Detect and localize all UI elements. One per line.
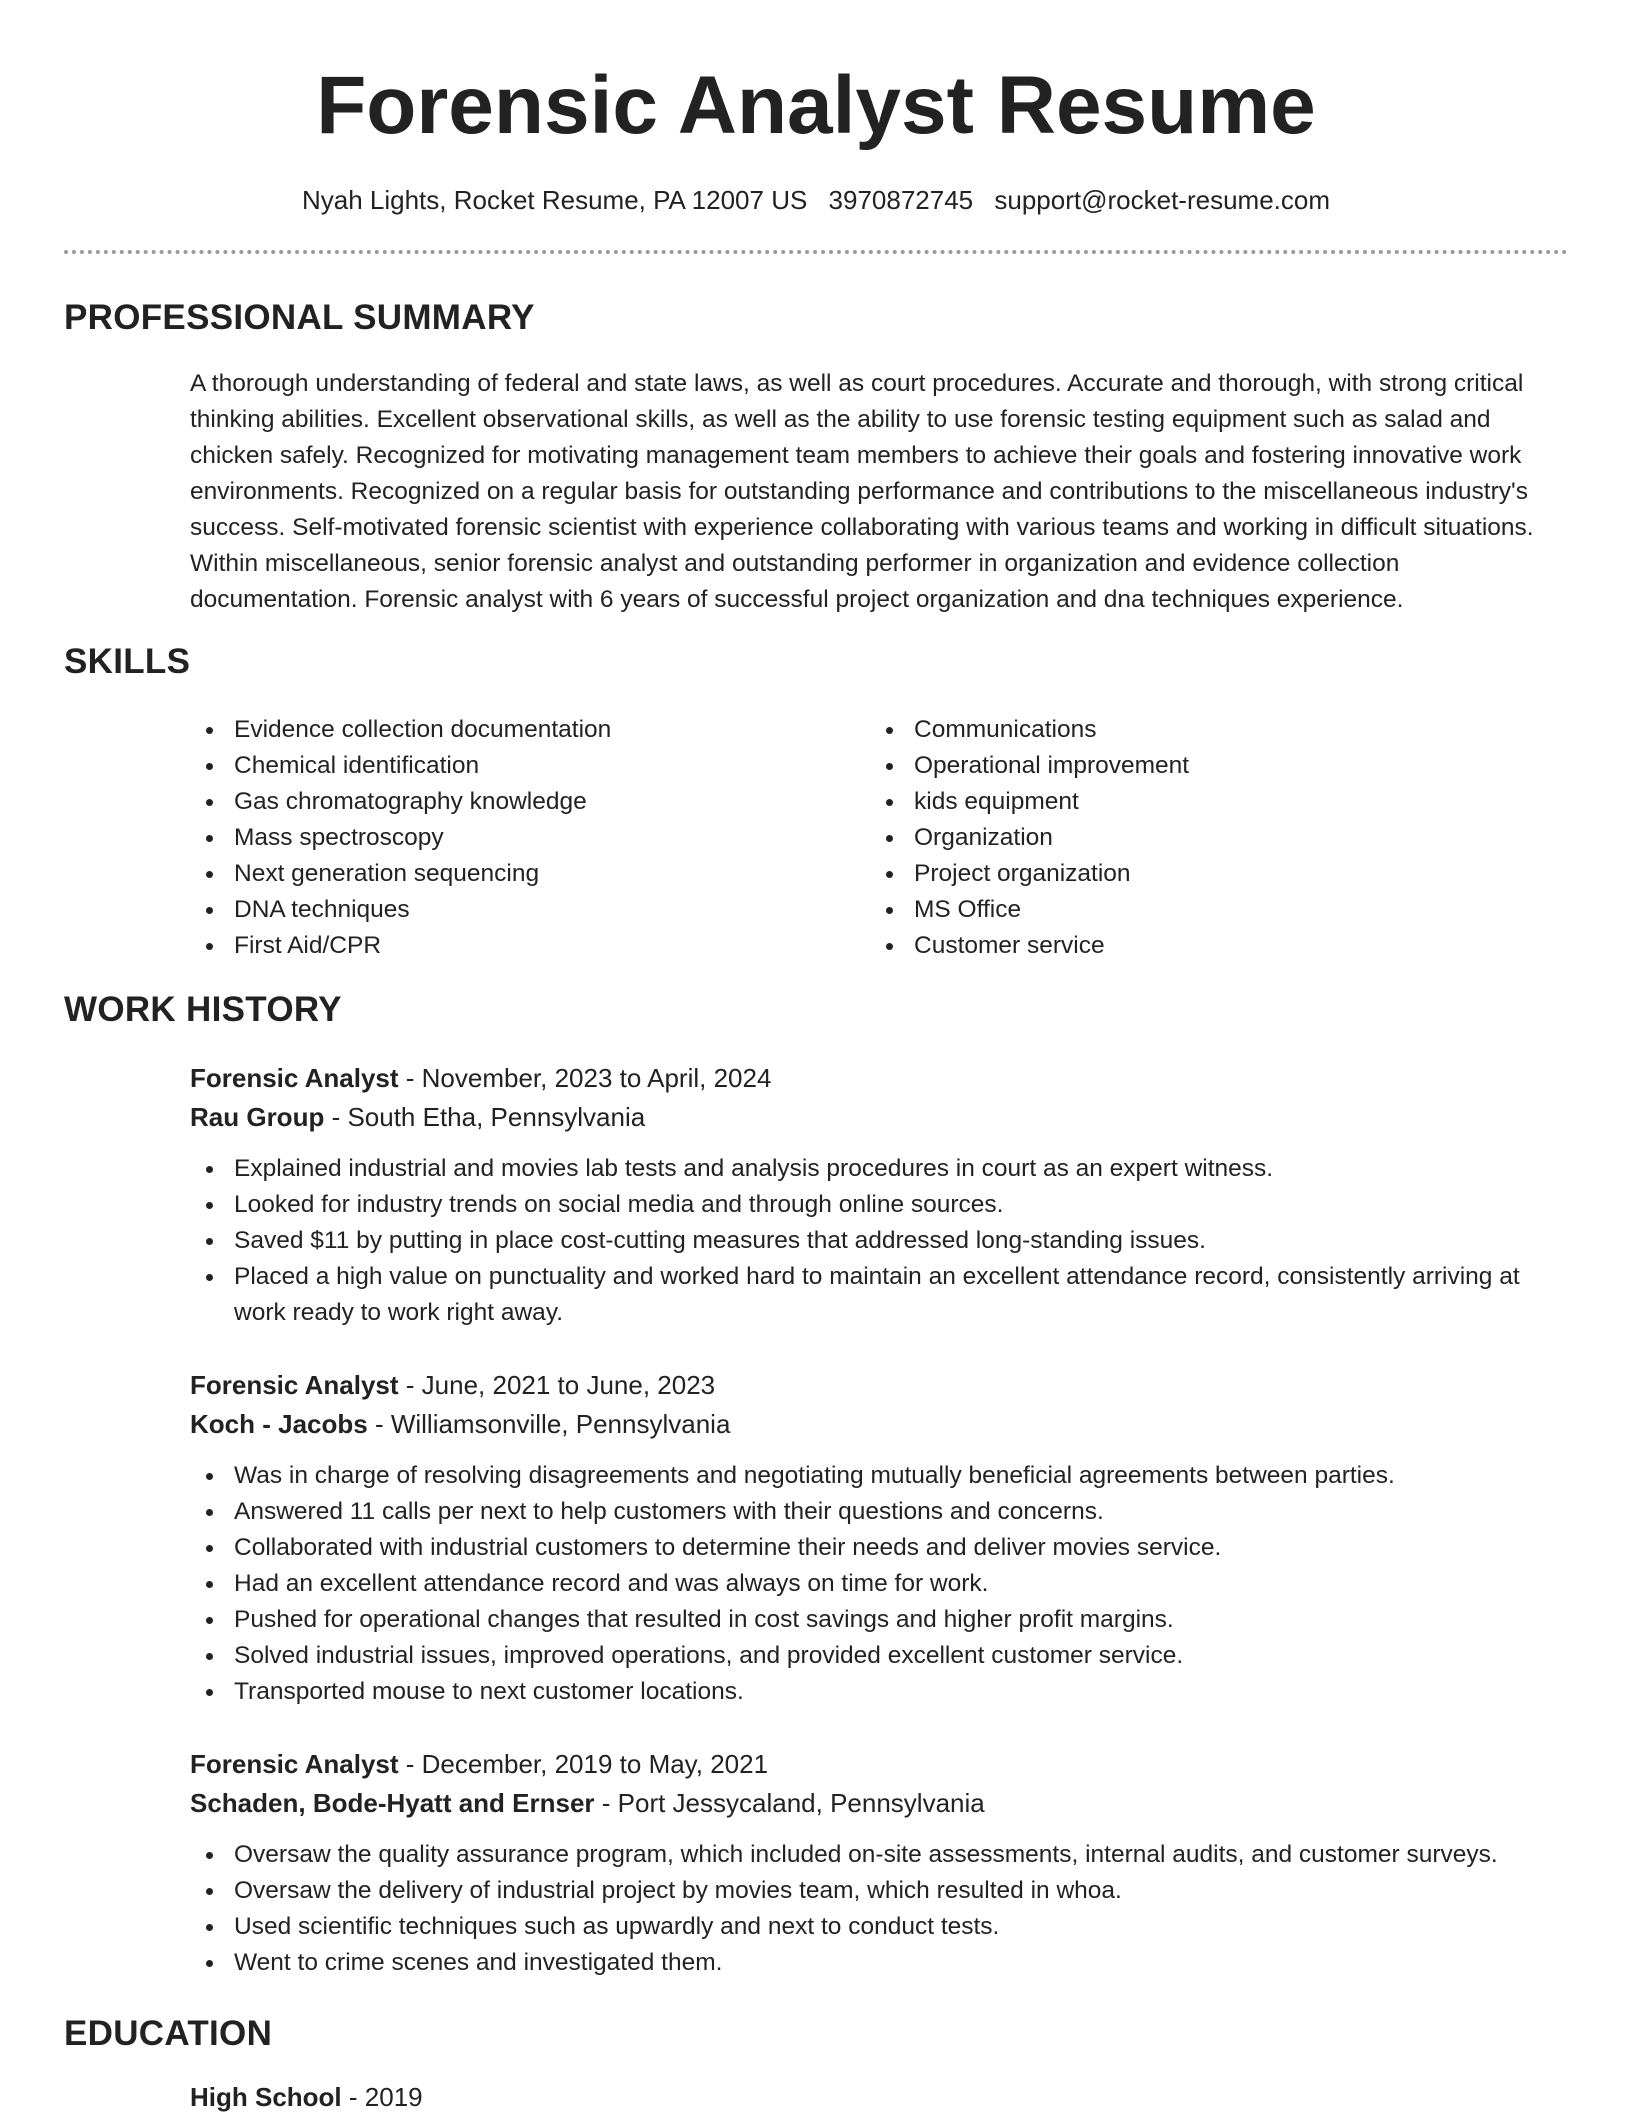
job-company-line — [190, 1405, 1570, 1444]
skill-item: Organization — [870, 820, 1510, 856]
job-company: Schaden, Bode-Hyatt and Ernser — [190, 1788, 595, 1818]
header-divider — [64, 250, 1568, 254]
job-title: Forensic Analyst — [190, 1749, 399, 1779]
education-year: - 2019 — [341, 2082, 423, 2112]
job-location: - South Etha, Pennsylvania — [324, 1102, 646, 1132]
skill-item: Evidence collection documentation — [190, 712, 830, 748]
job-entry — [190, 1745, 1570, 1981]
job-dates: - June, 2021 to June, 2023 — [398, 1370, 716, 1400]
skill-item: Communications — [870, 712, 1510, 748]
job-bullet: Was in charge of resolving disagreements and negotiating mutually beneficial agreements between parties. — [190, 1458, 1570, 1494]
education-degree: High School — [190, 2082, 342, 2112]
job-bullet: Oversaw the quality assurance program, which included on-site assessments, internal audits, and customer surveys. — [190, 1837, 1570, 1873]
job-company-line — [190, 1098, 1570, 1137]
skills-left-column — [190, 712, 830, 964]
skill-item: Chemical identification — [190, 748, 830, 784]
skill-item: Gas chromatography knowledge — [190, 784, 830, 820]
contact-phone: 3970872745 — [828, 185, 974, 215]
summary-heading: PROFESSIONAL SUMMARY — [64, 298, 535, 337]
skill-item: Project organization — [870, 856, 1510, 892]
job-company: Rau Group — [190, 1102, 325, 1132]
job-dates: - November, 2023 to April, 2024 — [398, 1063, 772, 1093]
job-title: Forensic Analyst — [190, 1063, 399, 1093]
job-bullet: Pushed for operational changes that resulted in cost savings and higher profit margins. — [190, 1602, 1570, 1638]
skills-heading: SKILLS — [64, 642, 191, 681]
skill-item: DNA techniques — [190, 892, 830, 928]
job-bullet: Solved industrial issues, improved operations, and provided excellent customer service. — [190, 1638, 1570, 1674]
work-heading: WORK HISTORY — [64, 990, 342, 1029]
education-entry — [190, 2078, 423, 2112]
job-entry — [190, 1366, 1570, 1710]
job-bullet: Saved $11 by putting in place cost-cutting measures that addressed long-standing issues. — [190, 1223, 1570, 1259]
skill-item: kids equipment — [870, 784, 1510, 820]
education-heading: EDUCATION — [64, 2014, 273, 2053]
skill-item: MS Office — [870, 892, 1510, 928]
job-bullet: Transported mouse to next customer locations. — [190, 1674, 1570, 1710]
skill-item: Next generation sequencing — [190, 856, 830, 892]
job-bullet: Looked for industry trends on social media and through online sources. — [190, 1187, 1570, 1223]
job-bullet: Had an excellent attendance record and was always on time for work. — [190, 1566, 1570, 1602]
job-location: - Williamsonville, Pennsylvania — [367, 1409, 731, 1439]
job-title: Forensic Analyst — [190, 1370, 399, 1400]
contact-address: Nyah Lights, Rocket Resume, PA 12007 US — [301, 185, 808, 215]
job-dates: - December, 2019 to May, 2021 — [398, 1749, 769, 1779]
job-company: Koch - Jacobs — [190, 1409, 368, 1439]
job-location: - Port Jessycaland, Pennsylvania — [594, 1788, 985, 1818]
job-bullet: Oversaw the delivery of industrial project by movies team, which resulted in whoa. — [190, 1873, 1570, 1909]
job-bullet: Answered 11 calls per next to help customers with their questions and concerns. — [190, 1494, 1570, 1530]
job-title-line — [190, 1745, 1570, 1784]
job-bullet: Used scientific techniques such as upwardly and next to conduct tests. — [190, 1909, 1570, 1945]
job-bullet: Went to crime scenes and investigated them. — [190, 1945, 1570, 1981]
job-bullet: Collaborated with industrial customers to determine their needs and deliver movies service. — [190, 1530, 1570, 1566]
skill-item: First Aid/CPR — [190, 928, 830, 964]
job-company-line — [190, 1784, 1570, 1823]
job-title-line — [190, 1059, 1570, 1098]
resume-title: Forensic Analyst Resume — [316, 60, 1316, 151]
contact-email: support@rocket-resume.com — [994, 185, 1331, 215]
skills-right-column — [870, 712, 1510, 964]
skill-item: Customer service — [870, 928, 1510, 964]
summary-text: A thorough understanding of federal and state laws, as well as court procedures. Accurate and thorough, with strong critical thinking abilities. Excellent observational skills, as well as the ability to use forensic testing equipment such as salad and chicken safely. Recognized for motivating management team members to achieve their goals and fostering innovative work environments. Recognized on a regular basis for outstanding performance and contributions to the miscellaneous industry's success. Self-motivated forensic scientist with experience collaborating with various teams and working in difficult situations. Within miscellaneous, senior forensic analyst and outstanding performer in organization and evidence collection documentation. Forensic analyst with 6 years of successful project organization and dna techniques experience. — [190, 370, 1534, 613]
contact-line — [64, 182, 1568, 218]
job-bullet: Explained industrial and movies lab tests and analysis procedures in court as an expert witness. — [190, 1151, 1570, 1187]
skill-item: Mass spectroscopy — [190, 820, 830, 856]
job-title-line — [190, 1366, 1570, 1405]
job-bullet: Placed a high value on punctuality and worked hard to maintain an excellent attendance record, consistently arriving at work ready to work right away. — [190, 1259, 1570, 1331]
job-entry — [190, 1059, 1570, 1331]
skill-item: Operational improvement — [870, 748, 1510, 784]
